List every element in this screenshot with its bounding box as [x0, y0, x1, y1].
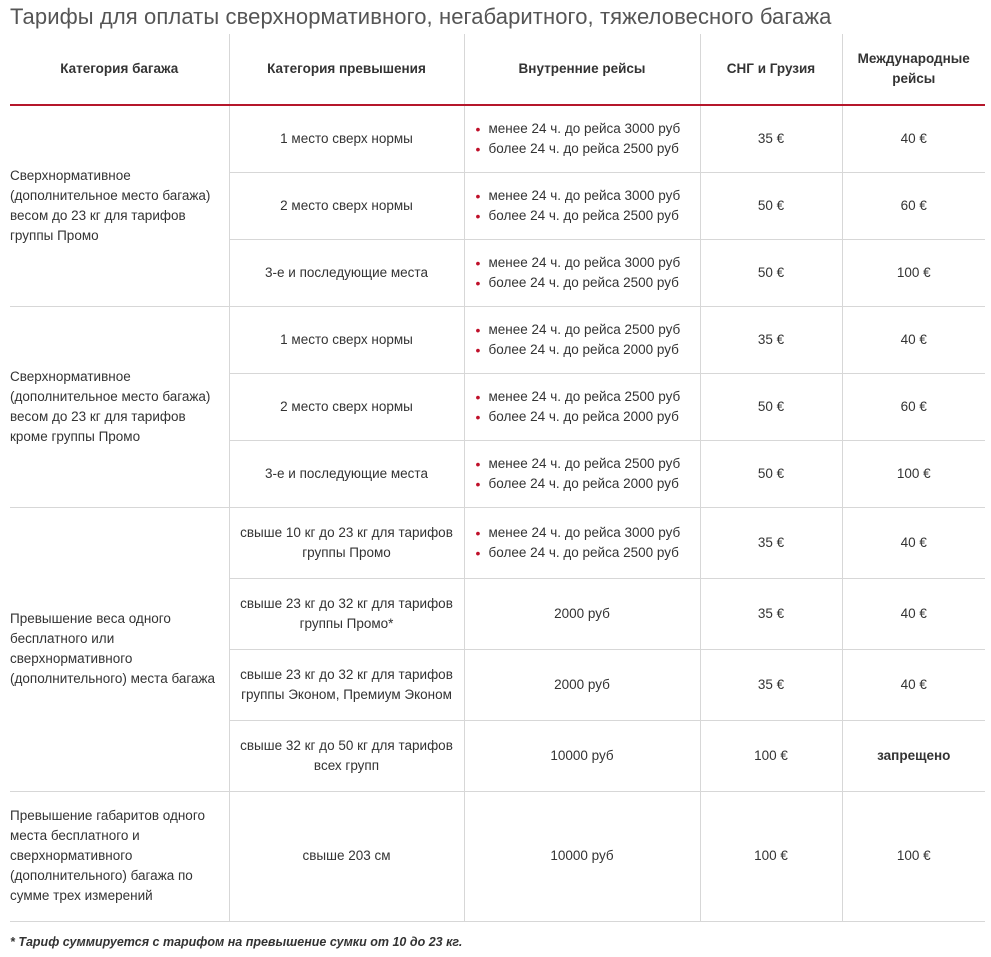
- cis-fee-cell: 100 €: [700, 720, 842, 791]
- domestic-fee-cell: [464, 239, 700, 306]
- fee-list-item: [473, 407, 694, 427]
- cis-fee-cell: 50 €: [700, 172, 842, 239]
- cis-fee-cell: 35 €: [700, 306, 842, 373]
- domestic-fee-cell: [464, 507, 700, 578]
- header-domestic: Внутренние рейсы: [464, 34, 700, 105]
- header-cis-georgia: СНГ и Грузия: [700, 34, 842, 105]
- fee-text: более 24 ч. до рейса 2000 руб: [488, 341, 679, 357]
- cis-fee-cell: 35 €: [700, 578, 842, 649]
- fee-text: менее 24 ч. до рейса 3000 руб: [488, 120, 681, 136]
- table-header-row: [10, 34, 985, 105]
- international-fee-cell: 40 €: [842, 578, 985, 649]
- table-row: [10, 507, 985, 578]
- fee-list: [473, 119, 694, 159]
- fee-list-item: [473, 119, 694, 139]
- bullet-icon: •: [475, 254, 481, 271]
- fee-text: менее 24 ч. до рейса 3000 руб: [488, 187, 681, 203]
- international-fee-cell: 100 €: [842, 791, 985, 921]
- header-excess-category: Категория превышения: [229, 34, 464, 105]
- fee-text: более 24 ч. до рейса 2500 руб: [488, 140, 679, 156]
- international-fee-cell: запрещено: [842, 720, 985, 791]
- excess-category-cell: 1 место сверх нормы: [229, 306, 464, 373]
- table-row: [10, 306, 985, 373]
- fee-list-item: [473, 186, 694, 206]
- fee-list-item: [473, 523, 694, 543]
- fee-text: более 24 ч. до рейса 2500 руб: [488, 544, 679, 560]
- international-fee-cell: 100 €: [842, 239, 985, 306]
- fee-list: [473, 454, 694, 494]
- domestic-fee-cell: [464, 172, 700, 239]
- fee-list-item: [473, 474, 694, 494]
- excess-category-cell: 3-е и последующие места: [229, 440, 464, 507]
- table-body: [10, 105, 985, 921]
- baggage-category-cell: Сверхнормативное (дополнительное место багажа) весом до 23 кг для тарифов кроме группы Промо: [10, 306, 229, 507]
- international-fee-cell: 40 €: [842, 306, 985, 373]
- table-row: [10, 105, 985, 172]
- bullet-icon: •: [475, 274, 481, 291]
- baggage-category-cell: Сверхнормативное (дополнительное место багажа) весом до 23 кг для тарифов группы Промо: [10, 105, 229, 306]
- excess-category-cell: свыше 23 кг до 32 кг для тарифов группы Промо*: [229, 578, 464, 649]
- fee-list-item: [473, 139, 694, 159]
- excess-category-cell: свыше 23 кг до 32 кг для тарифов группы Эконом, Премиум Эконом: [229, 649, 464, 720]
- domestic-fee-cell: [464, 373, 700, 440]
- fee-text: менее 24 ч. до рейса 2500 руб: [488, 455, 681, 471]
- fee-list-item: [473, 387, 694, 407]
- bullet-icon: •: [475, 187, 481, 204]
- baggage-category-cell: Превышение габаритов одного места бесплатного и сверхнормативного (дополнительного) багажа по сумме трех измерений: [10, 791, 229, 921]
- cis-fee-cell: 50 €: [700, 239, 842, 306]
- bullet-icon: •: [475, 544, 481, 561]
- excess-category-cell: свыше 203 см: [229, 791, 464, 921]
- international-fee-cell: 40 €: [842, 649, 985, 720]
- excess-category-cell: свыше 32 кг до 50 кг для тарифов всех групп: [229, 720, 464, 791]
- fee-list: [473, 253, 694, 293]
- international-fee-cell: 40 €: [842, 105, 985, 172]
- bullet-icon: •: [475, 321, 481, 338]
- fee-text: менее 24 ч. до рейса 2500 руб: [488, 321, 681, 337]
- fee-list-item: [473, 340, 694, 360]
- bullet-icon: •: [475, 207, 481, 224]
- footnote: * Тариф суммируется с тарифом на превышение сумки от 10 до 23 кг.: [10, 935, 463, 949]
- fee-list-item: [473, 454, 694, 474]
- tariffs-table: [10, 34, 985, 922]
- fee-list: [473, 523, 694, 563]
- domestic-fee-cell: [464, 105, 700, 172]
- bullet-icon: •: [475, 455, 481, 472]
- table-row: [10, 791, 985, 921]
- fee-list-item: [473, 320, 694, 340]
- header-baggage-category: Категория багажа: [10, 34, 229, 105]
- bullet-icon: •: [475, 475, 481, 492]
- fee-list-item: [473, 206, 694, 226]
- cis-fee-cell: 50 €: [700, 373, 842, 440]
- fee-text: менее 24 ч. до рейса 3000 руб: [488, 254, 681, 270]
- bullet-icon: •: [475, 140, 481, 157]
- cis-fee-cell: 35 €: [700, 105, 842, 172]
- cis-fee-cell: 35 €: [700, 649, 842, 720]
- excess-category-cell: 2 место сверх нормы: [229, 172, 464, 239]
- excess-category-cell: 3-е и последующие места: [229, 239, 464, 306]
- fee-list-item: [473, 253, 694, 273]
- header-international: Международные рейсы: [842, 34, 985, 105]
- international-fee-cell: 60 €: [842, 172, 985, 239]
- fee-list-item: [473, 543, 694, 563]
- page-title: Тарифы для оплаты сверхнормативного, негабаритного, тяжеловесного багажа: [10, 4, 832, 29]
- fee-list: [473, 320, 694, 360]
- bullet-icon: •: [475, 524, 481, 541]
- cis-fee-cell: 35 €: [700, 507, 842, 578]
- excess-category-cell: 1 место сверх нормы: [229, 105, 464, 172]
- fee-text: более 24 ч. до рейса 2500 руб: [488, 207, 679, 223]
- domestic-fee-cell: 2000 руб: [464, 649, 700, 720]
- international-fee-cell: 100 €: [842, 440, 985, 507]
- fee-list: [473, 387, 694, 427]
- fee-text: более 24 ч. до рейса 2000 руб: [488, 475, 679, 491]
- fee-text: менее 24 ч. до рейса 3000 руб: [488, 524, 681, 540]
- domestic-fee-cell: [464, 306, 700, 373]
- baggage-category-cell: Превышение веса одного бесплатного или сверхнормативного (дополнительного) места багажа: [10, 507, 229, 791]
- international-fee-cell: 40 €: [842, 507, 985, 578]
- fee-text: более 24 ч. до рейса 2000 руб: [488, 408, 679, 424]
- bullet-icon: •: [475, 408, 481, 425]
- domestic-fee-cell: 2000 руб: [464, 578, 700, 649]
- international-fee-cell: 60 €: [842, 373, 985, 440]
- domestic-fee-cell: [464, 440, 700, 507]
- excess-category-cell: свыше 10 кг до 23 кг для тарифов группы Промо: [229, 507, 464, 578]
- cis-fee-cell: 100 €: [700, 791, 842, 921]
- bullet-icon: •: [475, 341, 481, 358]
- bullet-icon: •: [475, 120, 481, 137]
- fee-list: [473, 186, 694, 226]
- excess-category-cell: 2 место сверх нормы: [229, 373, 464, 440]
- domestic-fee-cell: 10000 руб: [464, 791, 700, 921]
- fee-text: менее 24 ч. до рейса 2500 руб: [488, 388, 681, 404]
- bullet-icon: •: [475, 388, 481, 405]
- domestic-fee-cell: 10000 руб: [464, 720, 700, 791]
- fee-text: более 24 ч. до рейса 2500 руб: [488, 274, 679, 290]
- fee-list-item: [473, 273, 694, 293]
- cis-fee-cell: 50 €: [700, 440, 842, 507]
